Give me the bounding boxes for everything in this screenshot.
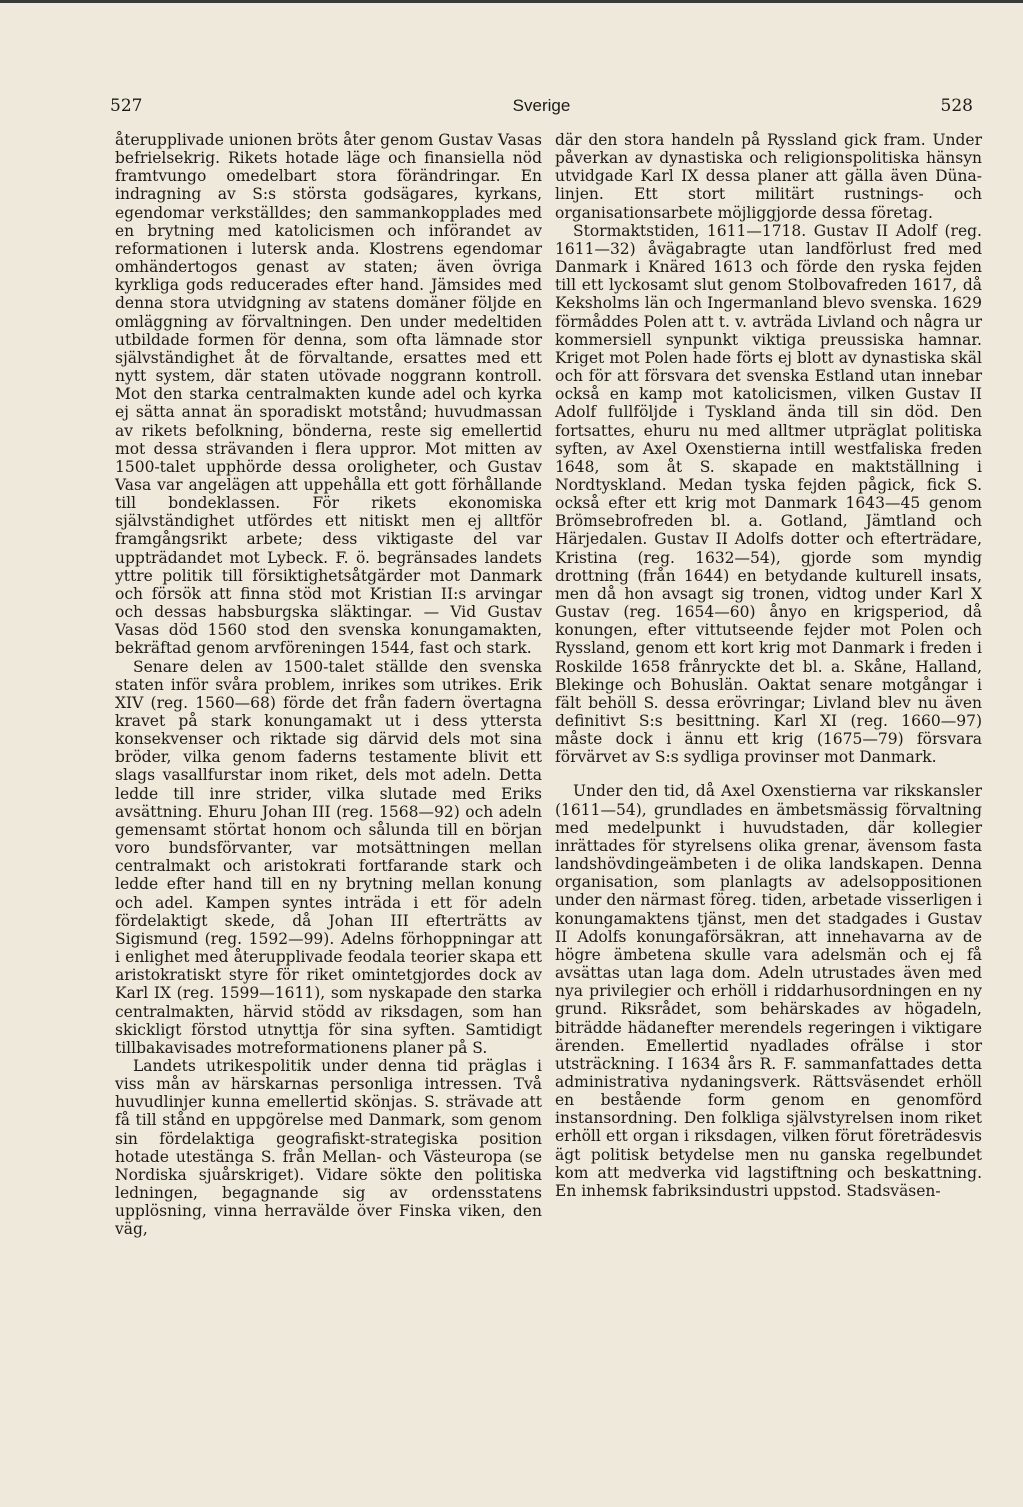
paragraph: Landets utrikespolitik under denna tid präglas i viss mån av härskarnas personliga intressen. Två huvudlinjer kunna emellertid skönjas. S. strävade att få till stånd en uppgörelse med Danmark, som genom sin fördelaktiga geografiskt-strategiska position hotade utestänga S. från Mellan- och Västeuropa (se Nordiska sjuårskriget). Vidare sökte den politiska ledningen, begagnande sig av ordensstatens upplösning, vinna herravälde över Finska viken, den väg, xyxy=(115,1056,542,1239)
page-edge xyxy=(0,0,1023,3)
page-number-left: 527 xyxy=(110,96,143,116)
paragraph: återupplivade unionen bröts åter genom Gustav Vasas befrielsekrig. Rikets hotade läge och finansiella nöd framtvungo omedelbart stora förändringar. En indragning av S:s största godsägares, kyrkans, egendomar verkställdes; den sammankopplades med en brytning med katolicismen och införandet av reformationen i lutersk anda. Klostrens egendomar omhändertogos genast av staten; även övriga kyrkliga gods reducerades efter hand. Jämsides med denna stora utvidgning av statens domäner följde en omläggning av förvaltningen. Den under medeltiden utbildade formen för denna, som ofta lämnade stor självständighet åt de förvaltande, ersattes med ett nytt system, där staten utövade noggrann kontroll. Mot den starka centralmakten kunde adel och kyrka ej sätta annat än sporadiskt motstånd; huvudmassan av rikets befolkning, bönderna, reste sig emellertid mot dessa strävanden i flera uppror. Mot mitten av 1500-talet upphörde dessa oroligheter, och Gustav Vasa var angelägen att uppehålla ett gott förhållande till bondeklassen. För rikets ekonomiska självständighet utfördes ett nitiskt men ej alltför framgångsrikt arbete; dess viktigaste del var uppträdandet mot Lybeck. F. ö. begränsades landets yttre politik till försiktighetsåtgärder mot Danmark och försök att finna stöd mot Kristian II:s arvingar och dessas habsburgska släktingar. — Vid Gustav Vasas död 1560 stod den svenska konungamakten, bekräftad genom arvföreningen 1544, fast och stark. xyxy=(115,131,542,658)
page-header xyxy=(110,96,973,118)
section-paragraph: Stormaktstiden, 1611—1718. Gustav II Adolf (reg. 1611—32) åvägabragte utan landförlust fred med Danmark i Knäred 1613 och förde den ryska fejden till ett lyckosamt slut genom Stolbovafreden 1617, då Keksholms län och Ingermanland blevo svenska. 1629 förmåddes Polen att t. v. avträda Livland och några ur kommersiell synpunkt viktiga preussiska hamnar. Kriget mot Polen hade förts ej blott av dynastiska skäl och för att försvara det svenska Estland utan innebar också en kamp mot katolicismen, vilken Gustav II Adolf fullföljde i Tyskland ända till sin död. Den fortsattes, ehuru nu med alltmer utpräglat politiska syften, av Axel Oxenstierna intill westfaliska freden 1648, som åt S. skapade en maktställning i Nordtyskland. Medan tyska fejden pågick, fick S. också efter ett krig mot Danmark 1643—45 genom Brömsebrofreden bl. a. Gotland, Jämtland och Härjedalen. Gustav II Adolfs dotter och efterträdare, Kristina (reg. 1632—54), gjorde som myndig drottning (från 1644) en betydande kulturell insats, men då hon avsagt sig tronen, vidtog under Karl X Gustav (reg. 1654—60) ånyo en krigsperiod, då konungen, efter vittutseende fejder mot Polen och Ryssland, genom ett kort krig mot Danmark i freden i Roskilde 1658 frånryckte det bl. a. Skåne, Halland, Blekinge och Bohuslän. Oaktat senare motgångar i fält behöll S. dessa erövringar; Livland blev nu även definitivt S:s besittning. Karl XI (reg. 1660—97) måste dock i ännu ett krig (1675—79) försvara förvärvet av S:s sydliga provinser mot Danmark. xyxy=(555,221,982,767)
paragraph: Senare delen av 1500-talet ställde den svenska staten inför svåra problem, inrikes som utrikes. Erik XIV (reg. 1560—68) förde det från fadern övertagna kravet på stark konungamakt ut i dess yttersta konsekvenser och riktade sig därvid dels mot sina bröder, vilka genom faderns testamente blivit ett slags vasallfurstar inom riket, dels mot adeln. Detta ledde till inre strider, vilka slutade med Eriks avsättning. Ehuru Johan III (reg. 1568—92) och adeln gemensamt störtat honom och sålunda till en början voro bundsförvanter, var motsättningen mellan centralmakt och aristokrati fortfarande stark och ledde efter hand till en ny brytning mellan konung och adel. Kampen syntes inträda i ett för adeln fördelaktigt skede, då Johan III efterträtts av Sigismund (reg. 1592—99). Adelns förhoppningar att i enlighet med återupplivade feodala teorier skapa ett aristokratiskt styre för riket omintetgjordes dock av Karl IX (reg. 1599—1611), som nyskapade den starka centralmakten, härvid stödd av riksdagen, som han skickligt förstod utnyttja för sina syften. Samtidigt tillbakavisades motreformationens planer på S. xyxy=(115,657,542,1057)
page-number-right: 528 xyxy=(940,96,973,116)
paragraph: Under den tid, då Axel Oxenstierna var rikskansler (1611—54), grundlades en ämbetsmässig förvaltning med medelpunkt i huvudstaden, där kollegier inrättades för styrelsens olika grenar, ävensom fasta landshövdingeämbeten i de olika landskapen. Denna organisation, som planlagts av adelsoppositionen under den närmast föreg. tiden, arbetade visserligen i konungamaktens tjänst, men det stadgades i Gustav II Adolfs konungaförsäkran, att innehavarna av de högre ämbetena skulle vara adelsmän och ej få avsättas utan laga dom. Adeln utrustades även med nya privilegier och erhöll i riddarhusordningen en ny grund. Riksrådet, som behärskades av högadeln, biträdde hädanefter merendels regeringen i viktigare ärenden. Emellertid nyadlades ofrälse i stor utsträckning. I 1634 års R. F. sammanfattades detta administrativa nydaningsverk. Rättsväsendet erhöll en bestående form genom en genomförd instansordning. Den folkliga självstyrelsen inom riket erhöll ett organ i riksdagen, vilken förut företrädesvis ägt politisk betydelse men nu ganska regelbundet kom att medverka vid lagstiftning och beskattning. En inhemsk fabriksindustri uppstod. Stadsväsen- xyxy=(555,782,982,1200)
right-column xyxy=(555,131,982,1200)
running-title: Sverige xyxy=(512,96,571,115)
paragraph: där den stora handeln på Ryssland gick fram. Under påverkan av dynastiska och religionspolitiska hänsyn utvidgade Karl IX dessa planer att gälla även Düna-linjen. Ett stort militärt rustnings- och organisationsarbete möjliggjorde dessa företag. xyxy=(555,131,982,222)
left-column xyxy=(115,131,542,1239)
